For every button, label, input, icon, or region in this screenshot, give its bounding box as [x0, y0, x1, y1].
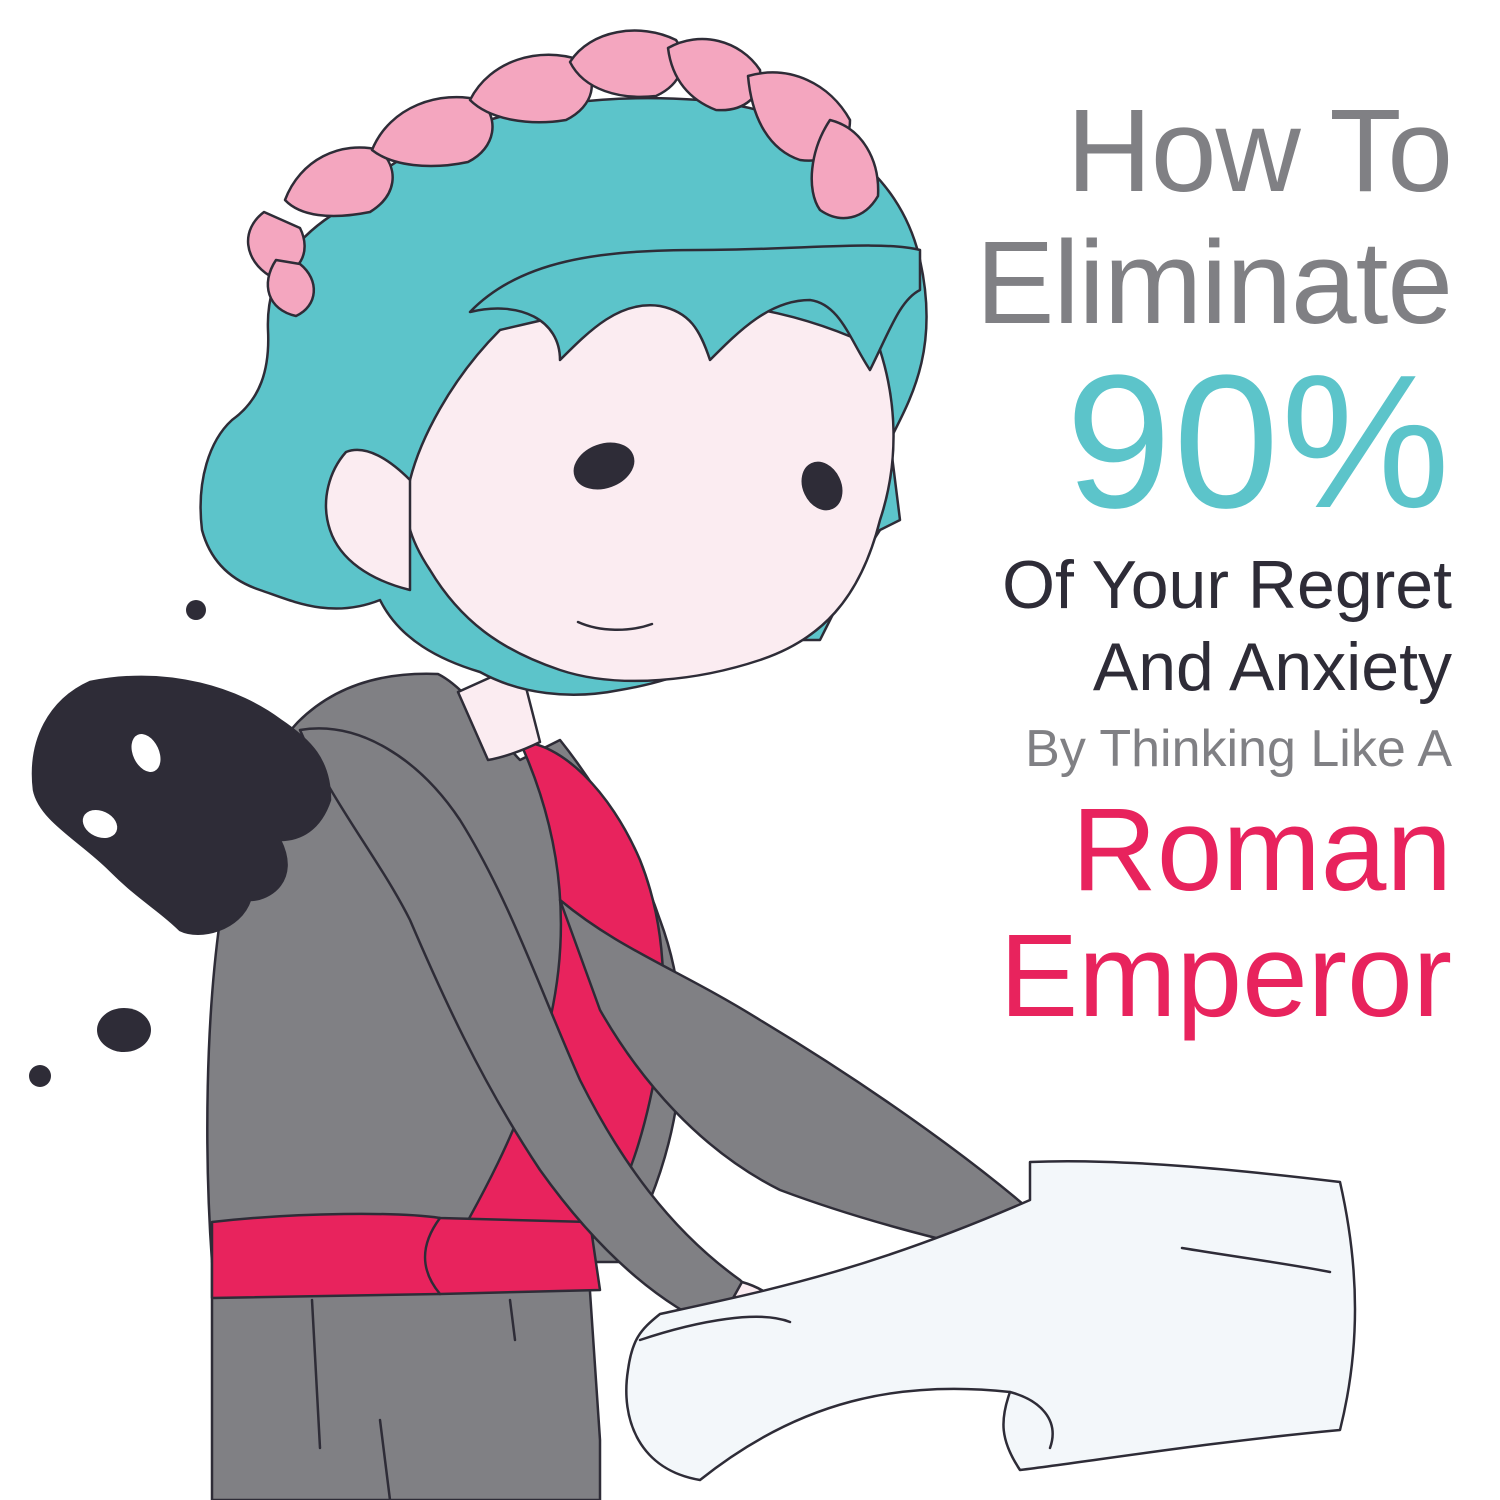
headline-line-percent: 90% — [1065, 336, 1452, 548]
headline-line-roman: Roman — [1071, 783, 1452, 916]
headline-line-regret: Of Your Regret — [1002, 546, 1452, 623]
headline-line-eliminate: Eliminate — [975, 217, 1452, 349]
headline-line-how-to: How To — [1066, 85, 1452, 217]
headline-line-thinking: By Thinking Like A — [1025, 719, 1452, 778]
headline — [892, 85, 1452, 1042]
headline-line-anxiety: And Anxiety — [1092, 628, 1452, 705]
headline-line-emperor: Emperor — [999, 909, 1452, 1042]
red-belt — [212, 1214, 600, 1298]
